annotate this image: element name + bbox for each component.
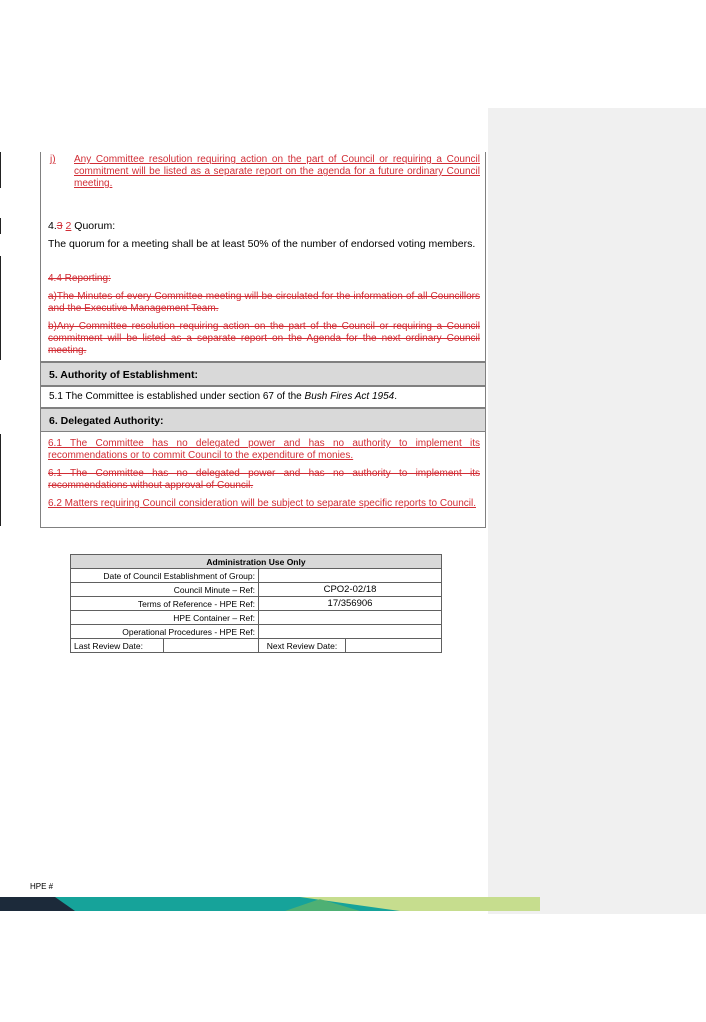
footer-band — [0, 897, 540, 911]
admin-row-value — [259, 625, 442, 639]
admin-row-value — [259, 611, 442, 625]
admin-table-title: Administration Use Only — [71, 555, 442, 569]
quorum-text: The quorum for a meeting shall be at least 50% of the number of endorsed voting members. — [48, 238, 476, 250]
last-review-value — [164, 639, 259, 653]
last-review-label: Last Review Date: — [71, 639, 164, 653]
reporting-item-b: b)Any Committee resolution requiring action on the part of the Council or requiring a Council commitment will be listed as a separate report on the Agenda for the next ordinary Council meeting. — [48, 321, 480, 356]
change-bar — [0, 434, 1, 526]
reporting-item-a: a)The Minutes of every Committee meeting will be circulated for the information of all Councillors and the Executive Management Team. — [48, 291, 480, 314]
change-bar — [0, 218, 1, 234]
next-review-label: Next Review Date: — [259, 639, 346, 653]
admin-row-value — [259, 569, 442, 583]
item-j-marker: j) — [50, 154, 56, 165]
item-j-text: Any Committee resolution requiring action on the part of Council or requiring a Council commitment will be listed as a separate report on the agenda for a future ordinary Council meeting. — [74, 154, 480, 189]
reporting-heading: 4.4 Reporting: — [48, 273, 111, 284]
section-6-2-inserted: 6.2 Matters requiring Council consideration will be subject to separate specific reports to Council. — [48, 498, 476, 509]
admin-row-value: CPO2-02/18 — [259, 583, 442, 597]
admin-table — [70, 554, 442, 653]
section-5-text: 5.1 The Committee is established under section 67 of the Bush Fires Act 1954. — [40, 386, 486, 408]
section-6-1-inserted: 6.1 The Committee has no delegated power and has no authority to implement its recommendations or to commit Council to the expenditure of monies. — [48, 438, 480, 461]
hpe-footer: HPE # — [30, 882, 54, 891]
section-6-1-deleted: 6.1 The Committee has no delegated power and has no authority to implement its recommendations without approval of Council. — [48, 468, 480, 491]
section-5-heading: 5. Authority of Establishment: — [40, 362, 486, 386]
change-bar — [0, 152, 1, 188]
admin-row-label: Date of Council Establishment of Group: — [71, 569, 259, 583]
admin-row-label: Operational Procedures - HPE Ref: — [71, 625, 259, 639]
quorum-heading: 4.3 2 Quorum: — [48, 220, 116, 232]
section-6-heading: 6. Delegated Authority: — [40, 408, 486, 432]
admin-row-value: 17/356906 — [259, 597, 442, 611]
admin-row-label: Council Minute – Ref: — [71, 583, 259, 597]
comment-pane — [488, 108, 706, 914]
next-review-value — [346, 639, 442, 653]
admin-row-label: HPE Container – Ref: — [71, 611, 259, 625]
change-bar — [0, 256, 1, 360]
admin-row-label: Terms of Reference - HPE Ref: — [71, 597, 259, 611]
